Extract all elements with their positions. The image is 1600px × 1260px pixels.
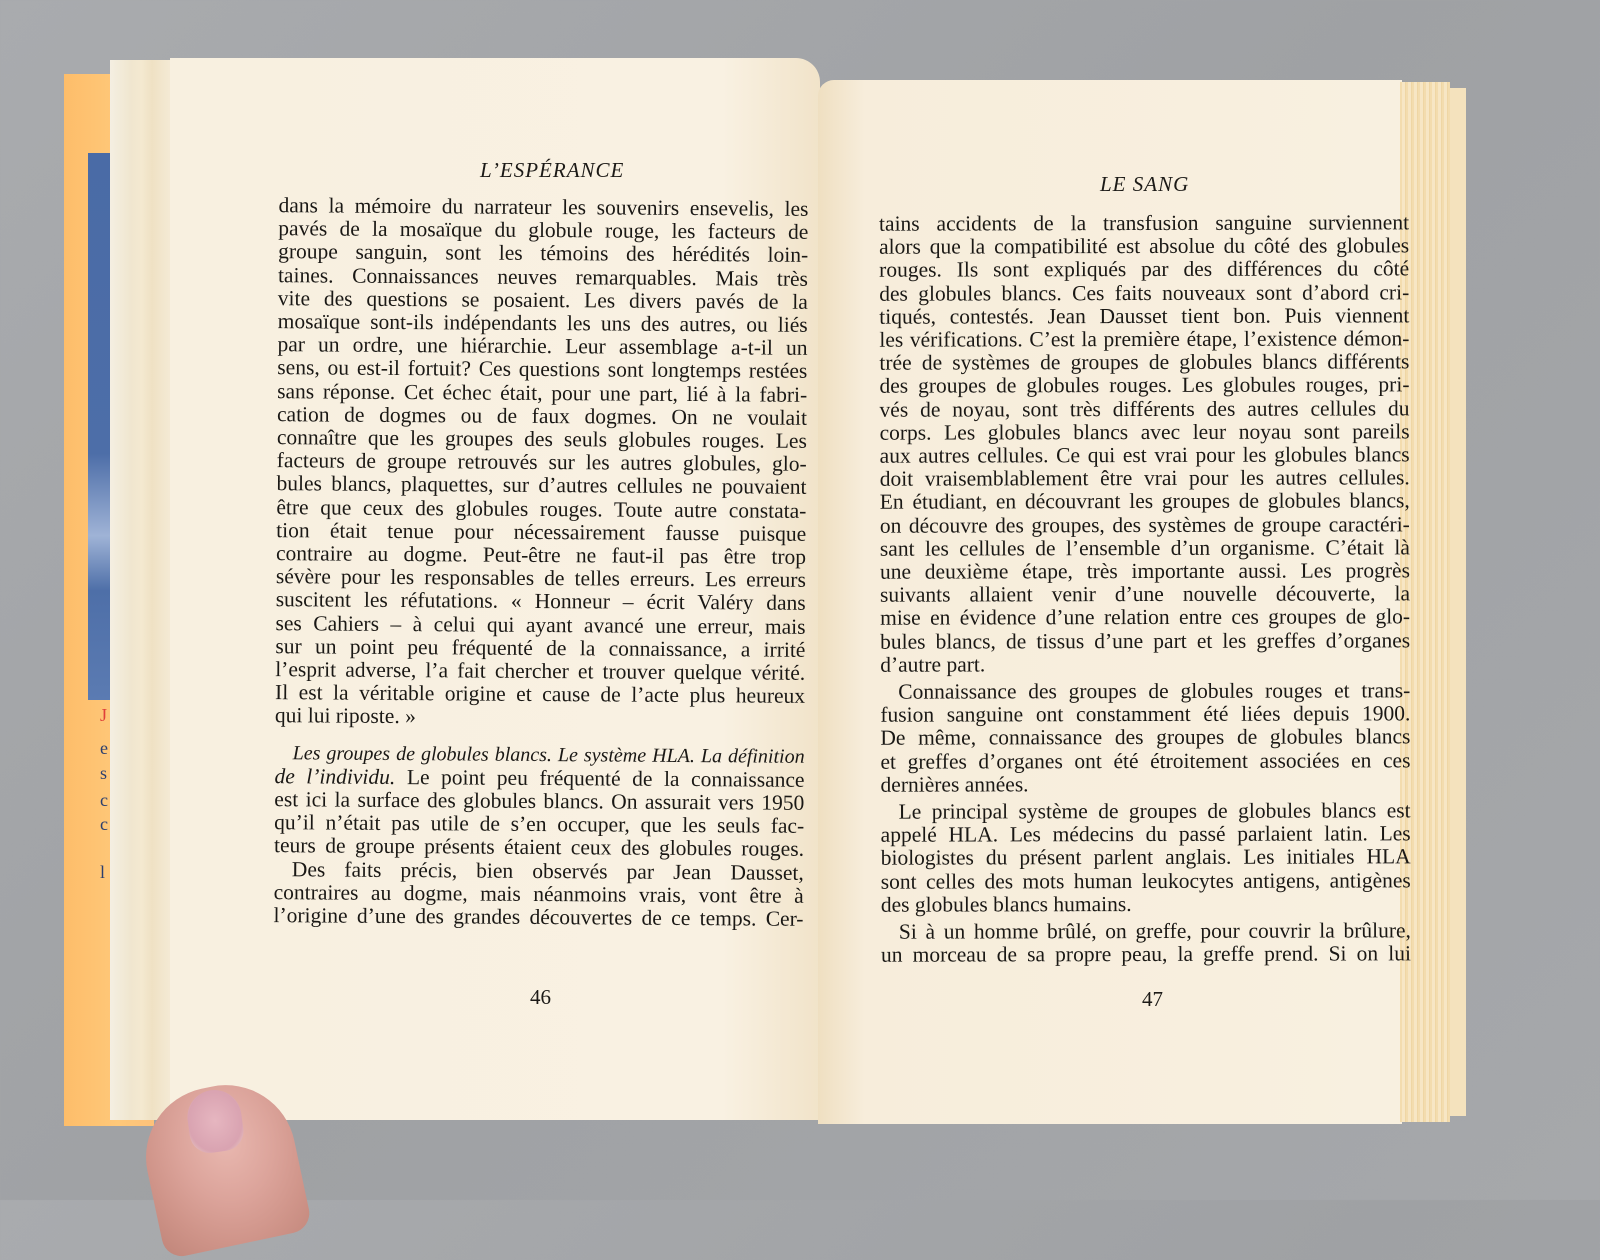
text-line: corps. Les globules blancs avec leur noyau sont pareils: [879, 419, 1410, 445]
right-page-edge: [1450, 88, 1466, 1116]
text-line: être que ceux des globules rouges. Toute autre constata-: [276, 494, 807, 523]
text-line: l’esprit adverse, l’a fait chercher et trouver quelque vérité.: [275, 657, 806, 685]
text-line: pavés de la mosaïque du globule rouge, les facteurs de: [278, 216, 809, 245]
right-running-head: LE SANG: [1100, 172, 1190, 196]
right-page-number: 47: [1142, 987, 1163, 1011]
text-line: d’autre part.: [880, 652, 986, 677]
text-line: doit vraisemblablement être vrai pour les autres cellules.: [879, 465, 1410, 491]
text-line: De même, connaissance des groupes de globules blancs: [880, 724, 1411, 751]
text-line: dernières années.: [880, 772, 1029, 797]
text-line: est ici la surface des globules blancs. On assurait vers 1950: [274, 787, 805, 815]
text-line: cation de dogmes ou de faux dogmes. On ne voulait: [276, 401, 808, 430]
text-line: un morceau de sa propre peau, la greffe prend. Si on lui: [880, 941, 1411, 967]
text-line: facteurs de groupe retrouvés sur les autres globules, glo-: [276, 448, 807, 477]
text-line: vite des questions se posaient. Les divers pavés de la: [277, 285, 808, 314]
section-heading-italic-cont: de l’individu.: [274, 764, 396, 789]
text-line: dans la mémoire du narrateur les souvenirs ensevelis, les: [278, 193, 809, 221]
text-line: Connaissance des groupes de globules rouges et trans-: [898, 678, 1411, 704]
text-line: bules blancs, de tissus d’une part et les greffes d’organes: [880, 627, 1411, 654]
left-running-head: L’ESPÉRANCE: [480, 158, 625, 182]
text-line: bules blancs, plaquettes, sur d’autres cellules ne pouvaient: [276, 471, 807, 500]
cover-text-letter: c: [100, 790, 108, 810]
cover-text-letter: c: [100, 814, 108, 834]
text-line: une deuxième étape, très importante aussi. Les progrès: [879, 558, 1410, 584]
text-line: sant les cellules de l’ensemble d’un organisme. C’était là: [879, 535, 1410, 561]
text-line: contraires au dogme, mais néanmoins vrais, vont être à: [273, 880, 804, 908]
text-line: tains accidents de la transfusion sanguine surviennent: [879, 210, 1410, 236]
text-line: En étudiant, en découvrant les groupes de globules blancs,: [879, 488, 1410, 515]
cover-text-letter: e: [100, 738, 108, 758]
text-line: aux autres cellules. Ce qui est vrai pour les globules blancs: [879, 442, 1410, 468]
text-line: des groupes de globules rouges. Les globules rouges, pri-: [879, 372, 1410, 399]
text-line: alors que la compatibilité est absolue du côté des globules: [879, 233, 1410, 259]
text-line: sans réponse. Cet échec était, pour une part, lié à la fabri-: [277, 378, 808, 407]
text-line: sens, ou est-il fortuit? Ces questions sont longtemps restées: [277, 355, 808, 384]
text-line: teurs de groupe présents étaient ceux des globules rouges.: [273, 833, 805, 862]
text-line: sur un point peu fréquenté de la connaissance, a irrité: [275, 634, 806, 662]
text-line: appelé HLA. Les médecins du passé parlaient latin. Les: [880, 821, 1411, 847]
text-line: groupe sanguin, sont les témoins des hérédités loin-: [278, 239, 809, 268]
text-line: fusion sanguine ont constamment été liées depuis 1900.: [880, 701, 1411, 727]
text-line: mosaïque sont-ils indépendants les uns des autres, ou liés: [277, 309, 808, 337]
cover-text-letter: J: [100, 705, 108, 725]
text-line: biologistes du présent parlent anglais. Les initiales HLA: [880, 844, 1411, 871]
text-line: sont celles des mots human leukocytes antigens, antigènes: [880, 867, 1411, 894]
text-line: connaître que les groupes des seuls globules rouges. Les: [276, 425, 807, 453]
text-line: qui lui riposte. »: [274, 703, 416, 729]
text-line: suscitent les réfutations. « Honneur – écrit Valéry dans: [275, 587, 806, 616]
text-line: suivants allaient venir d’une nouvelle découverte, la: [879, 581, 1411, 607]
text-line: contraire au dogme. Peut-être ne faut-il pas être trop: [275, 541, 807, 569]
text-line: vés de noyau, sont très différents des autres cellules du: [879, 395, 1410, 422]
text-line: tiqués, contestés. Jean Dausset tient bon. Puis viennent: [879, 303, 1410, 329]
left-page-number: 46: [530, 985, 551, 1009]
cover-text-letter: s: [100, 763, 108, 783]
text-line: Le principal système de groupes de globules blancs est: [898, 798, 1411, 824]
text-line: les vérifications. C’est la première étape, l’existence démon-: [879, 326, 1410, 352]
text-line: on découvre des groupes, des systèmes de groupe caractéri-: [879, 511, 1410, 538]
left-page-body: [273, 194, 808, 931]
section-heading-italic: Les groupes de globules blancs. Le système HLA. La définition: [292, 741, 805, 768]
cover-text-letter: l: [100, 862, 106, 882]
text-line: rouges. Ils sont expliqués par des différences du côté: [879, 256, 1410, 283]
text-line: qu’il n’était pas utile de s’en occuper, que les seuls fac-: [274, 810, 805, 839]
text-line: tion était tenue pour nécessairement fausse puisque: [276, 517, 807, 546]
text-line: sévère pour les responsables de telles erreurs. Les erreurs: [275, 564, 806, 593]
text-line: des globules blancs. Ces faits nouveaux sont d’abord cri-: [879, 279, 1410, 306]
text-line: mise en évidence d’une relation entre ces groupes de glo-: [880, 604, 1411, 631]
right-page-body: [879, 211, 1411, 967]
text-line: Si à un homme brûlé, on greffe, pour couvrir la brûlure,: [898, 918, 1411, 944]
text-line: Des faits précis, bien observés par Jean Dausset,: [291, 856, 804, 885]
text-line: des globules blancs humains.: [880, 891, 1132, 917]
text-line: et greffes d’organes ont été étroitement associées en ces: [880, 747, 1411, 774]
text-line: ses Cahiers – à celui qui ayant avancé une erreur, mais: [275, 610, 806, 639]
text-line: trée de systèmes de groupes de globules blancs différents: [879, 349, 1410, 375]
text-line: par un ordre, une hiérarchie. Leur assemblage a-t-il un: [277, 332, 808, 361]
text-line: Il est la véritable origine et cause de l’acte plus heureux: [275, 680, 806, 709]
text-fragment: Le point peu fréquenté de la connaissance: [395, 764, 805, 792]
text-line: taines. Connaissances neuves remarquables. Mais très: [277, 262, 809, 291]
text-line: l’origine d’une des grandes découvertes de ce temps. Cer-: [273, 903, 804, 931]
